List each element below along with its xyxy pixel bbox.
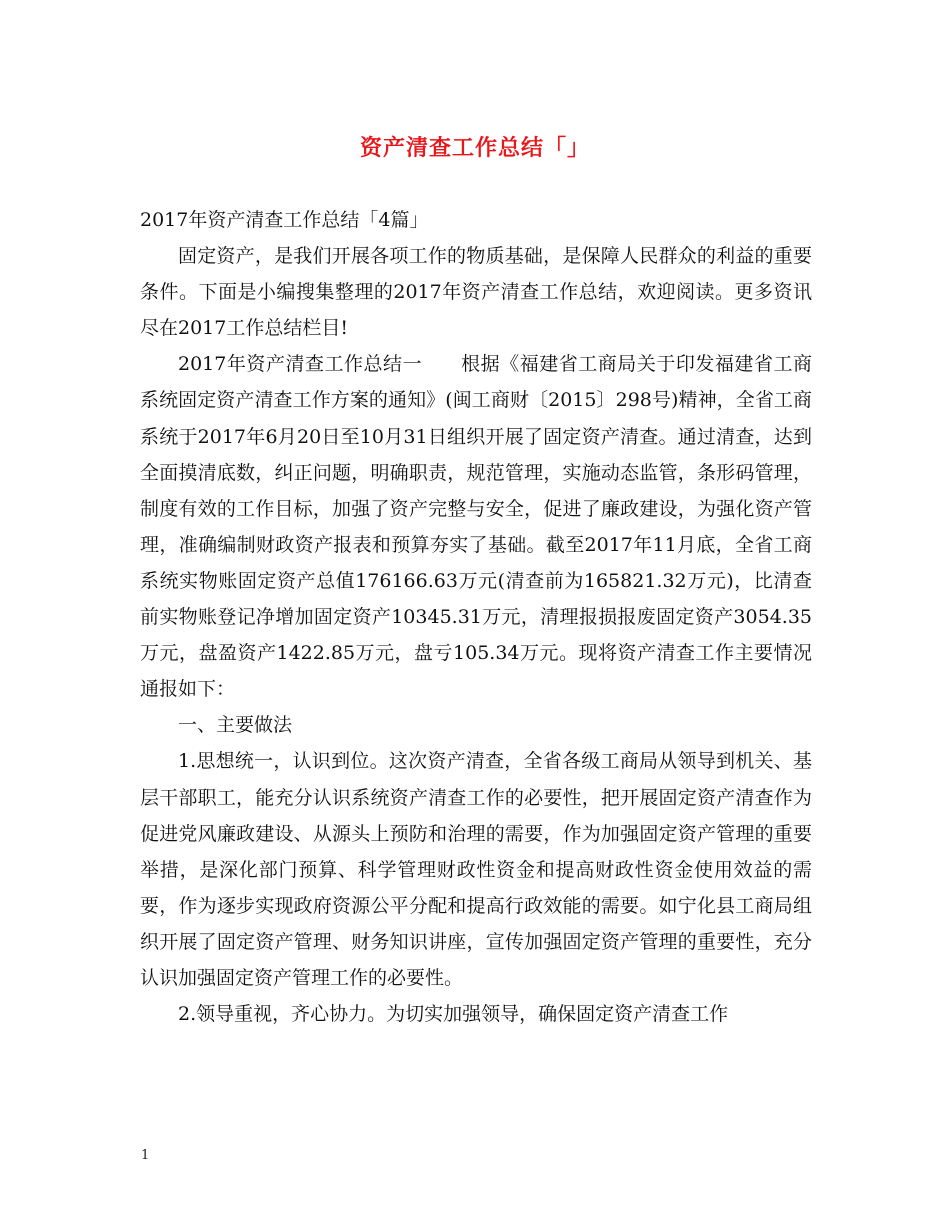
intro-paragraph: 固定资产，是我们开展各项工作的物质基础，是保障人民群众的利益的重要条件。下面是小编搜集整理的2017年资产清查工作总结，欢迎阅读。更多资讯尽在2017工作总结栏目! — [140, 245, 812, 340]
subtitle-paragraph: 2017年资产清查工作总结「4篇」 — [140, 209, 429, 231]
document-body — [140, 202, 812, 1032]
summary-paragraph: 2017年资产清查工作总结一 根据《福建省工商局关于印发福建省工商系统固定资产清查工作方案的通知》(闽工商财〔2015〕298号)精神，全省工商系统于2017年6月20日至10月31日组织开展了固定资产清查。通过清查，达到全面摸清底数，纠正问题，明确职责，规范管理，实施动态监管，条形码管理，制度有效的工作目标，加强了资产完整与安全，促进了廉政建设，为强化资产管理，准确编制财政资产报表和预算夯实了基础。截至2017年11月底，全省工商系统实物账固定资产总值176166.63万元(清查前为165821.32万元)，比清查前实物账登记净增加固定资产10345.31万元，清理报损报废固定资产3054.35万元，盘盈资产1422.85万元，盘亏105.34万元。现将资产清查工作主要情况通报如下： — [140, 353, 812, 701]
document-title: 资产清查工作总结「」 — [359, 135, 590, 161]
point-1-paragraph: 1.思想统一，认识到位。这次资产清查，全省各级工商局从领导到机关、基层干部职工，能充分认识系统资产清查工作的必要性，把开展固定资产清查作为促进党风廉政建设、从源头上预防和治理的需要，作为加强固定资产管理的重要举措，是深化部门预算、科学管理财政性资金和提高财政性资金使用效益的需要，作为逐步实现政府资源公平分配和提高行政效能的需要。如宁化县工商局组织开展了固定资产管理、财务知识讲座，宣传加强固定资产管理的重要性，充分认识加强固定资产管理工作的必要性。 — [140, 750, 812, 989]
page-number: 1 — [141, 1148, 150, 1163]
point-2-paragraph: 2.领导重视，齐心协力。为切实加强领导，确保固定资产清查工作 — [178, 1003, 729, 1026]
section-heading: 一、主要做法 — [178, 714, 293, 737]
